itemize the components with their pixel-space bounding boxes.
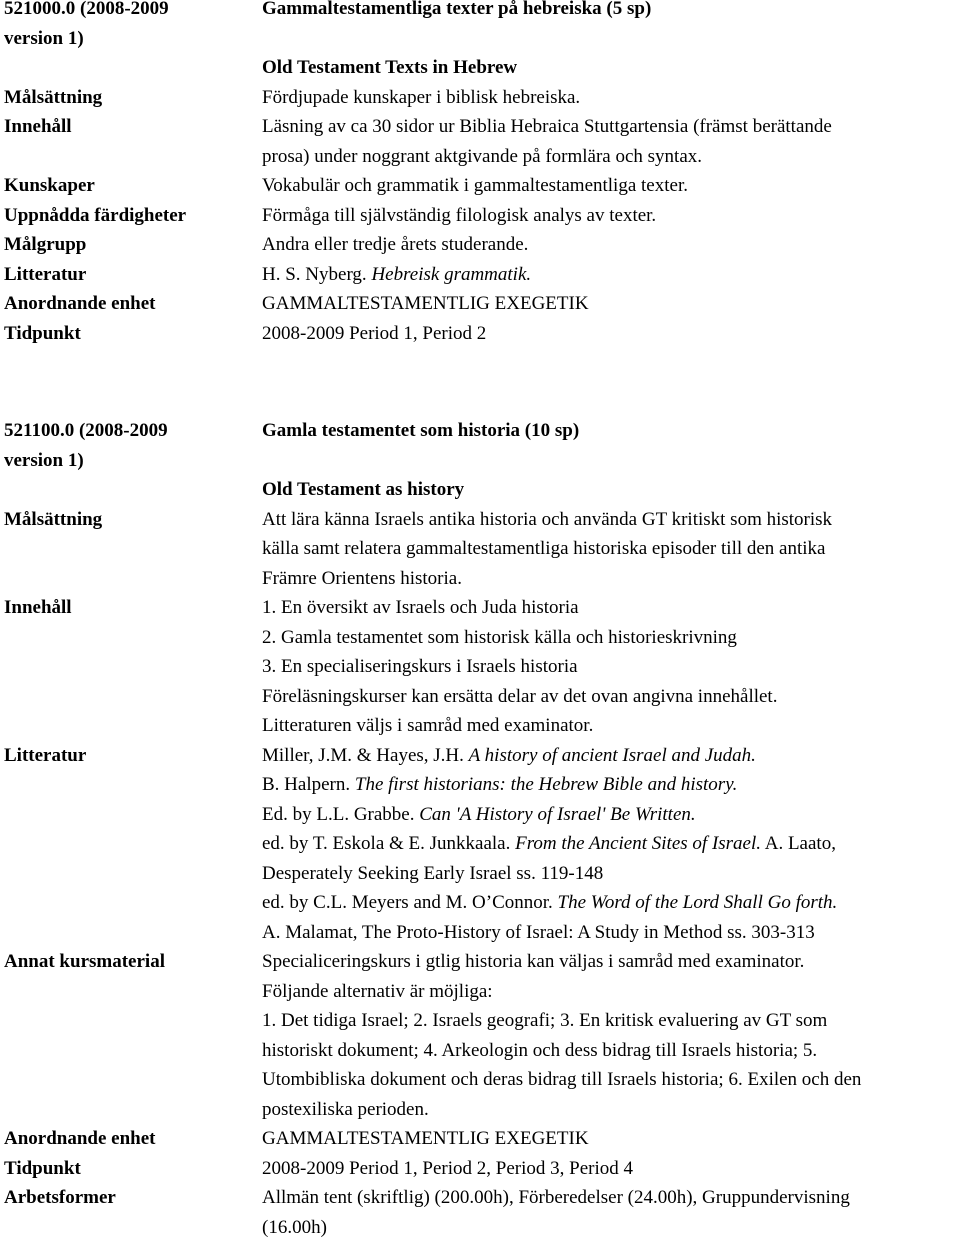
malsattning-text: Fördjupade kunskaper i biblisk hebreiska.	[262, 83, 960, 113]
annat-text: Specialiceringskurs i gtlig historia kan väljas i samråd med examinator.	[262, 947, 960, 977]
course-credits: (5 sp)	[606, 0, 651, 19]
innehall-item: 3. En specialiseringskurs i Israels historia	[262, 652, 960, 682]
litteratur-item: B. Halpern. The first historians: the Hebrew Bible and history.	[262, 770, 960, 800]
litteratur-item: Ed. by L.L. Grabbe. Can 'A History of Israel' Be Written.	[262, 800, 960, 830]
enhet-row	[4, 1124, 960, 1154]
arbetsformer-row	[4, 1183, 960, 1213]
innehall-item: 2. Gamla testamentet som historisk källa och historieskrivning	[262, 623, 960, 653]
annat-text: Utombibliska dokument och deras bidrag till Israels historia; 6. Exilen och den	[262, 1065, 960, 1095]
malsattning-text: källa samt relatera gammaltestamentliga historiska episoder till den antika	[262, 534, 960, 564]
course-code-version: version 1)	[4, 446, 262, 476]
malsattning-row	[4, 83, 960, 113]
innehall-text: prosa) under noggrant aktgivande på formlära och syntax.	[262, 142, 960, 172]
litteratur-item: Miller, J.M. & Hayes, J.H. A history of ancient Israel and Judah.	[262, 741, 960, 771]
litteratur-label: Litteratur	[4, 741, 262, 771]
litteratur-item: ed. by C.L. Meyers and M. O’Connor. The Word of the Lord Shall Go forth.	[262, 888, 960, 918]
fardigheter-text: Förmåga till självständig filologisk analys av texter.	[262, 201, 960, 231]
kunskaper-text: Vokabulär och grammatik i gammaltestamentliga texter.	[262, 171, 960, 201]
kunskaper-row	[4, 171, 960, 201]
enhet-text: GAMMALTESTAMENTLIG EXEGETIK	[262, 1124, 960, 1154]
tidpunkt-row	[4, 1154, 960, 1184]
course-credits: (10 sp)	[525, 420, 579, 441]
annat-text: postexiliska perioden.	[262, 1095, 960, 1125]
innehall-label: Innehåll	[4, 112, 262, 142]
malgrupp-row	[4, 230, 960, 260]
innehall-item: Föreläsningskurser kan ersätta delar av det ovan angivna innehållet.	[262, 682, 960, 712]
enhet-text: GAMMALTESTAMENTLIG EXEGETIK	[262, 289, 960, 319]
course-header-row	[4, 0, 960, 24]
malsattning-label: Målsättning	[4, 505, 262, 535]
course-521000	[4, 0, 960, 348]
malgrupp-label: Målgrupp	[4, 230, 262, 260]
enhet-label: Anordnande enhet	[4, 1124, 262, 1154]
innehall-text: Läsning av ca 30 sidor ur Biblia Hebraica Stuttgartensia (främst berättande	[262, 112, 960, 142]
litteratur-item: ed. by T. Eskola & E. Junkkaala. From the Ancient Sites of Israel. A. Laato,	[262, 829, 960, 859]
innehall-row	[4, 112, 960, 142]
annat-row	[4, 947, 960, 977]
course-code-version: version 1)	[4, 24, 262, 54]
tidpunkt-label: Tidpunkt	[4, 319, 262, 349]
litteratur-row	[4, 741, 960, 771]
course-code: 521100.0 (2008-2009	[4, 416, 262, 446]
arbetsformer-text: (16.00h)	[262, 1213, 960, 1242]
arbetsformer-text: Allmän tent (skriftlig) (200.00h), Förberedelser (24.00h), Gruppundervisning	[262, 1183, 960, 1213]
innehall-item: 1. En översikt av Israels och Juda historia	[262, 593, 960, 623]
course-title-sv: Gamla testamentet som historia (10 sp)	[262, 416, 960, 446]
course-header-row	[4, 416, 960, 446]
litteratur-item: A. Malamat, The Proto-History of Israel: A Study in Method ss. 303-313	[262, 918, 960, 948]
course-code: 521000.0 (2008-2009	[4, 0, 262, 24]
tidpunkt-text: 2008-2009 Period 1, Period 2, Period 3, Period 4	[262, 1154, 960, 1184]
enhet-row	[4, 289, 960, 319]
course-title-en-row	[4, 475, 960, 505]
course-code-version-row	[4, 446, 960, 476]
annat-text: historiskt dokument; 4. Arkeologin och dess bidrag till Israels historia; 5.	[262, 1036, 960, 1066]
fardigheter-row	[4, 201, 960, 231]
litteratur-row	[4, 260, 960, 290]
malsattning-text: Att lära känna Israels antika historia och använda GT kritiskt som historisk	[262, 505, 960, 535]
course-title-en: Old Testament as history	[262, 475, 960, 505]
course-title-en: Old Testament Texts in Hebrew	[262, 53, 960, 83]
course-title-sv: Gammaltestamentliga texter på hebreiska (5 sp)	[262, 0, 960, 24]
enhet-label: Anordnande enhet	[4, 289, 262, 319]
litteratur-title: Hebreisk grammatik.	[371, 264, 531, 285]
innehall-item: Litteraturen väljs i samråd med examinator.	[262, 711, 960, 741]
course-521100	[4, 416, 960, 1242]
annat-text: Följande alternativ är möjliga:	[262, 977, 960, 1007]
tidpunkt-label: Tidpunkt	[4, 1154, 262, 1184]
malsattning-row	[4, 505, 960, 535]
malsattning-text: Främre Orientens historia.	[262, 564, 960, 594]
course-code-version-row	[4, 24, 960, 54]
kunskaper-label: Kunskaper	[4, 171, 262, 201]
innehall-row	[4, 593, 960, 623]
annat-text: 1. Det tidiga Israel; 2. Israels geografi; 3. En kritisk evaluering av GT som	[262, 1006, 960, 1036]
arbetsformer-label: Arbetsformer	[4, 1183, 262, 1213]
fardigheter-label: Uppnådda färdigheter	[4, 201, 262, 231]
litteratur-item: Desperately Seeking Early Israel ss. 119-148	[262, 859, 960, 889]
litteratur-text: H. S. Nyberg. Hebreisk grammatik.	[262, 260, 960, 290]
tidpunkt-row	[4, 319, 960, 349]
tidpunkt-text: 2008-2009 Period 1, Period 2	[262, 319, 960, 349]
innehall-label: Innehåll	[4, 593, 262, 623]
litteratur-label: Litteratur	[4, 260, 262, 290]
malgrupp-text: Andra eller tredje årets studerande.	[262, 230, 960, 260]
annat-label: Annat kursmaterial	[4, 947, 262, 977]
malsattning-label: Målsättning	[4, 83, 262, 113]
course-title-en-row	[4, 53, 960, 83]
